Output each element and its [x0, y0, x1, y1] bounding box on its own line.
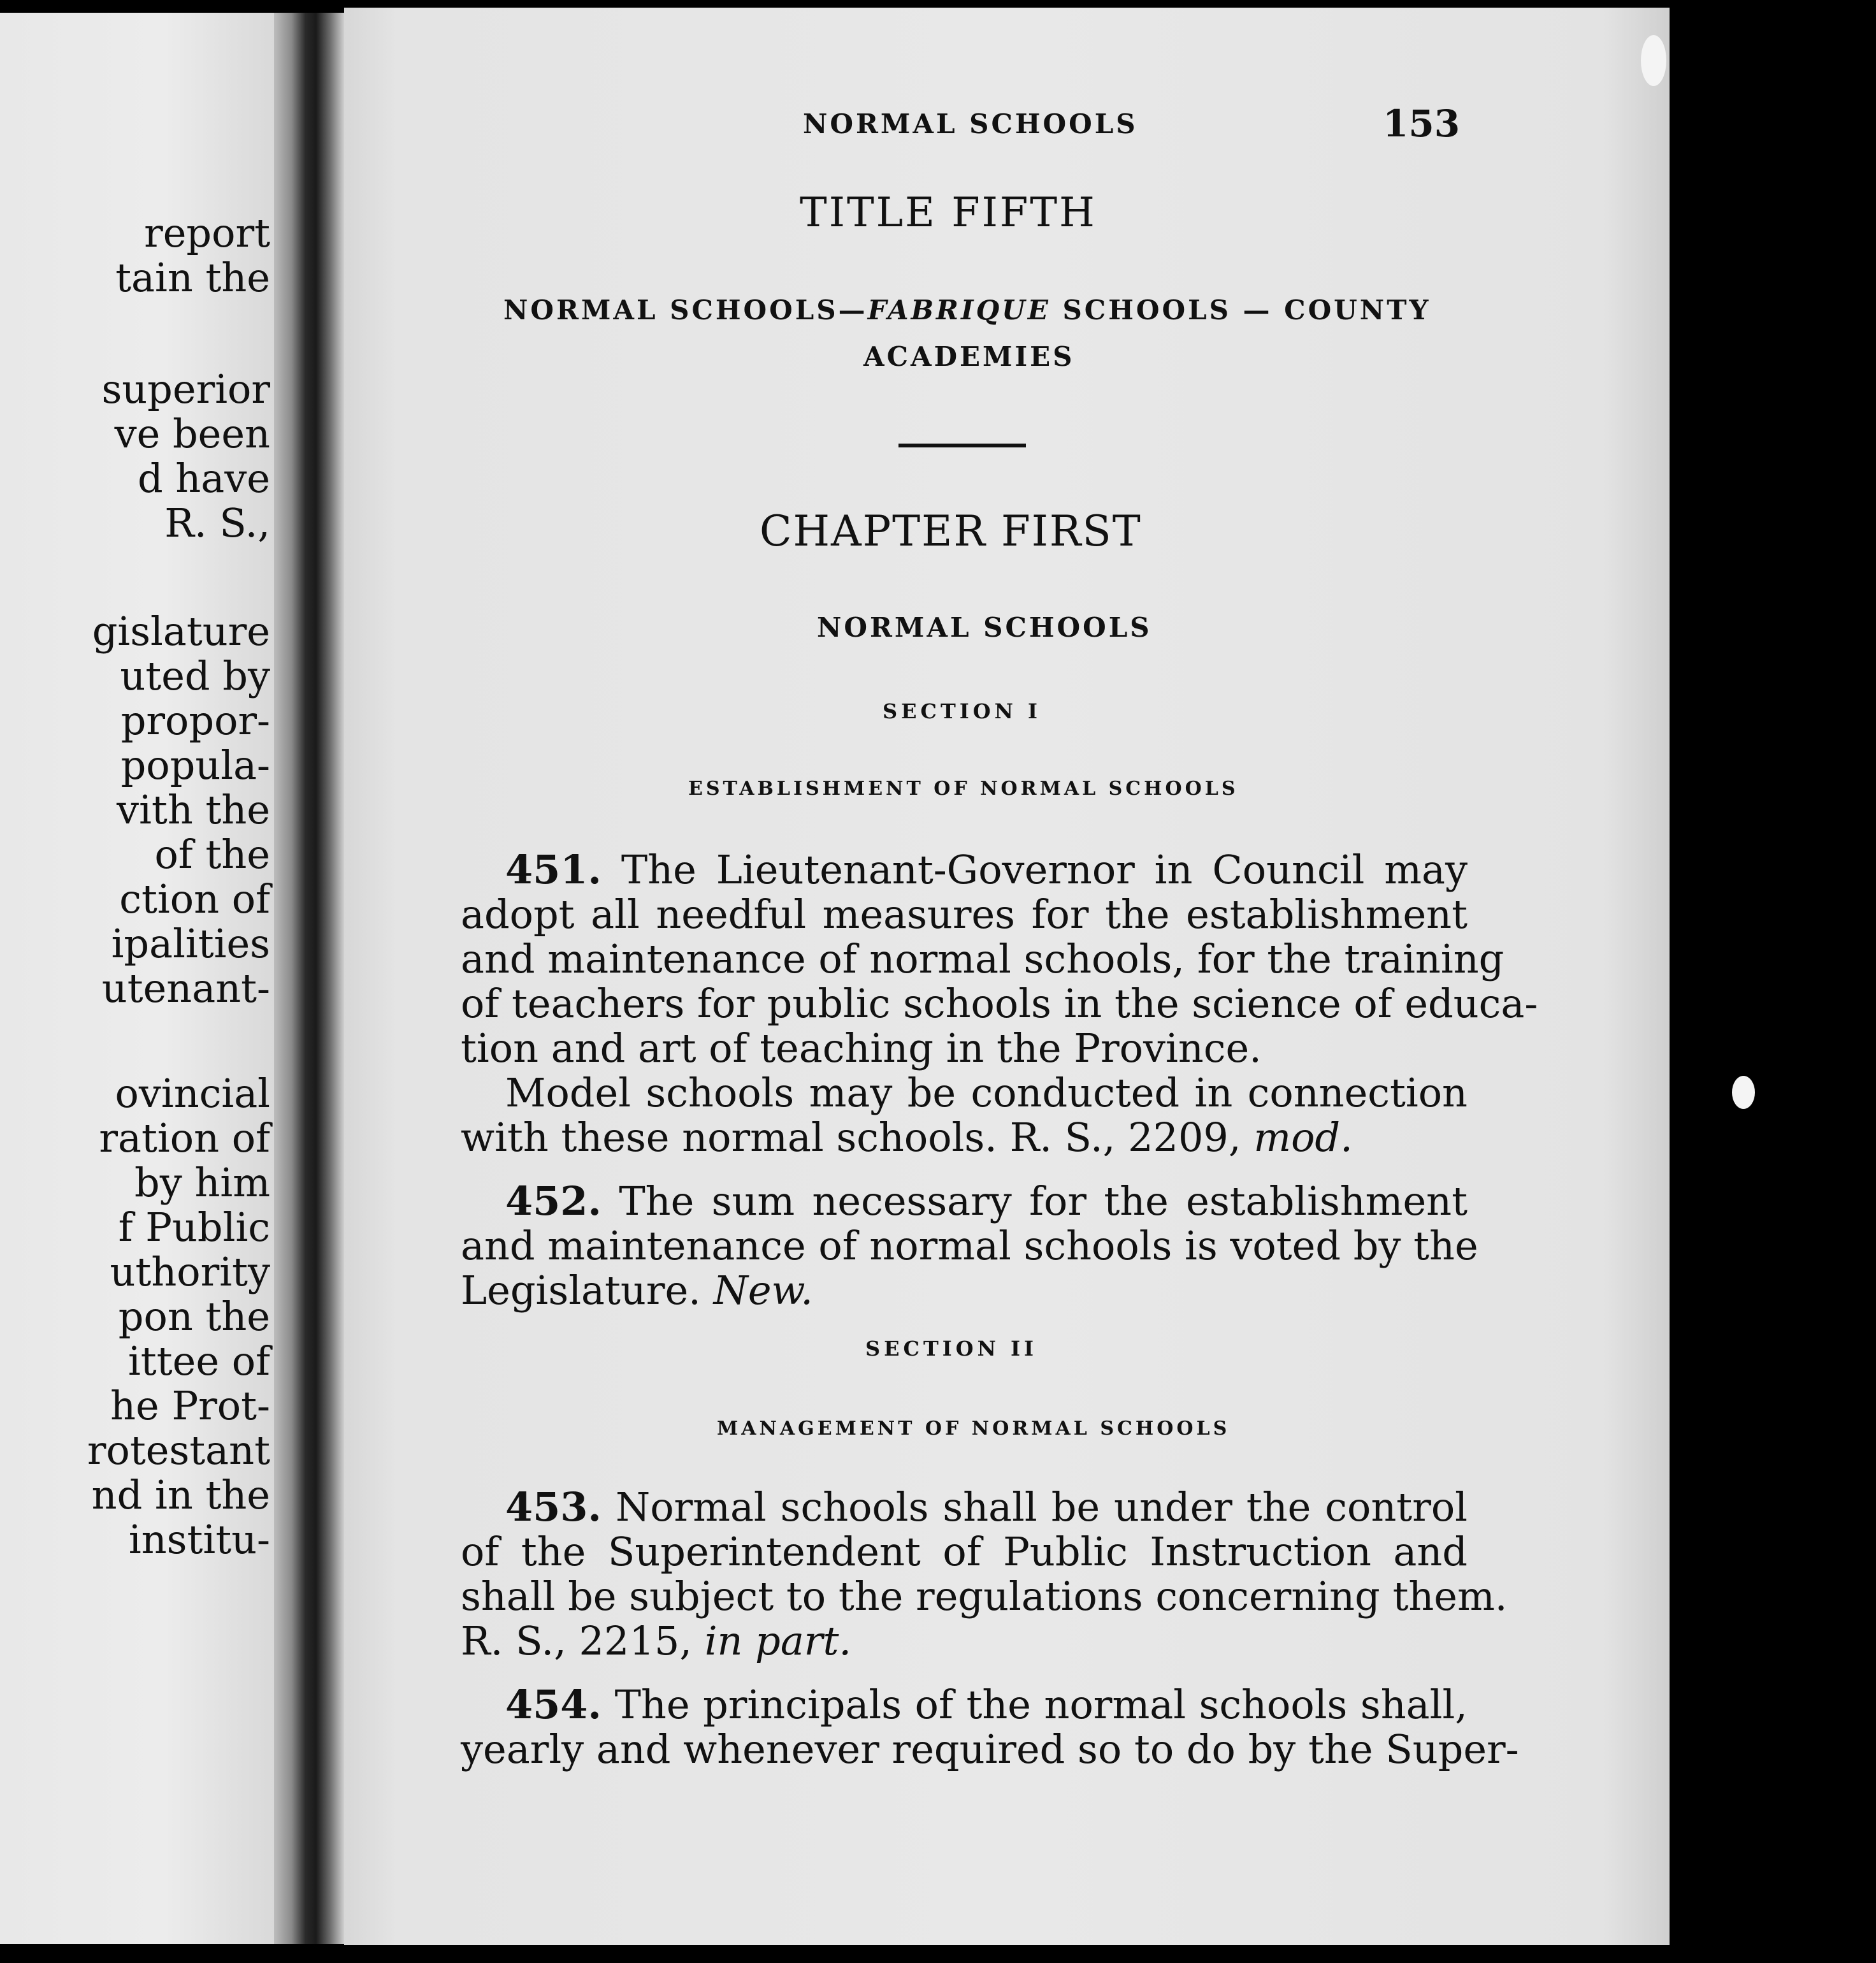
paragraph-line — [461, 1115, 1468, 1160]
section-label: SECTION I — [883, 699, 1041, 723]
left-line: vith the — [117, 786, 270, 833]
scan-speck — [1732, 1076, 1755, 1109]
paragraph-line — [505, 1485, 1468, 1530]
text-run: R. S., 2215, — [461, 1618, 705, 1664]
left-line: rotestant — [87, 1427, 270, 1474]
title-subheading-line2: ACADEMIES — [863, 341, 1075, 372]
article-number: 451. — [505, 846, 602, 893]
left-line: of the — [154, 831, 270, 878]
paragraph-line: and maintenance of normal schools is voted by the — [461, 1222, 1478, 1269]
text-run: with these normal schools. R. S., 2209, — [461, 1114, 1254, 1161]
paragraph-line: Model schools may be conducted in connection — [505, 1069, 1468, 1116]
section-label: SECTION II — [865, 1336, 1037, 1361]
left-line: superior — [101, 366, 270, 412]
left-line: utenant- — [101, 965, 270, 1011]
section-title: MANAGEMENT OF NORMAL SCHOOLS — [717, 1417, 1230, 1440]
left-line: ve been — [114, 410, 270, 457]
left-line: R. S., — [164, 500, 270, 546]
left-line: popula- — [120, 742, 270, 788]
text-run: Legislature. — [461, 1267, 714, 1314]
right-page — [344, 8, 1670, 1945]
text-run-italic: in part. — [704, 1618, 852, 1664]
title-subheading-part: NORMAL SCHOOLS— — [503, 294, 868, 326]
paragraph-line — [461, 1619, 1468, 1663]
chapter-subheading: NORMAL SCHOOLS — [817, 612, 1152, 643]
scan-speck — [1641, 35, 1666, 86]
text-run-italic: mod. — [1253, 1114, 1353, 1161]
paragraph-line — [505, 1683, 1468, 1727]
divider-rule — [898, 444, 1026, 447]
article-number: 454. — [505, 1681, 602, 1728]
article-number: 452. — [505, 1178, 602, 1224]
left-line: nd in the — [91, 1472, 270, 1518]
left-line: ipalities — [111, 920, 270, 967]
left-page-fragment — [0, 13, 274, 1944]
paragraph-line: of the Superintendent of Public Instruction and — [461, 1528, 1468, 1575]
left-line: report — [144, 210, 270, 256]
text-run-italic: New. — [713, 1267, 813, 1314]
paragraph-line: tion and art of teaching in the Province. — [461, 1025, 1262, 1071]
article-number: 453. — [505, 1484, 602, 1530]
left-line: d have — [137, 455, 270, 502]
title-subheading-part: SCHOOLS — COUNTY — [1050, 294, 1431, 326]
left-line: ittee of — [127, 1338, 270, 1384]
paragraph-line: and maintenance of normal schools, for the training — [461, 936, 1504, 982]
left-line: by him — [134, 1159, 270, 1206]
left-line: ration of — [99, 1115, 270, 1161]
text-run: Normal schools shall be under the control — [602, 1484, 1468, 1530]
left-line: f Public — [118, 1204, 270, 1250]
title-heading: TITLE FIFTH — [800, 189, 1097, 236]
left-line: institu- — [128, 1516, 270, 1563]
left-line: propor- — [120, 697, 270, 744]
paragraph-line — [505, 1179, 1468, 1224]
left-line: uted by — [120, 653, 270, 699]
paragraph-line: shall be subject to the regulations concerning them. — [461, 1573, 1508, 1619]
text-run: The Lieutenant-Governor in Council may — [602, 846, 1468, 893]
left-line: ovincial — [115, 1070, 270, 1117]
title-subheading — [503, 294, 1431, 326]
chapter-heading: CHAPTER FIRST — [760, 507, 1142, 556]
section-title: ESTABLISHMENT OF NORMAL SCHOOLS — [688, 778, 1239, 800]
title-subheading-italic: FABRIQUE — [867, 294, 1051, 326]
paragraph-line: adopt all needful measures for the establishment — [461, 891, 1468, 938]
left-line: he Prot- — [110, 1382, 270, 1429]
paragraph-line: of teachers for public schools in the science of educa- — [461, 980, 1538, 1027]
paragraph-line: yearly and whenever required so to do by the Super- — [461, 1726, 1519, 1772]
left-line: tain the — [115, 254, 270, 301]
left-line: ction of — [119, 876, 270, 922]
text-run: The sum necessary for the establishment — [602, 1178, 1468, 1224]
left-line: uthority — [110, 1249, 270, 1295]
text-run: The principals of the normal schools shall, — [602, 1681, 1468, 1728]
left-line: pon the — [118, 1293, 270, 1340]
paragraph-line — [461, 1268, 1468, 1313]
paragraph-line — [505, 848, 1468, 892]
running-head: NORMAL SCHOOLS — [803, 108, 1138, 140]
left-line: gislature — [92, 608, 270, 655]
book-gutter — [274, 13, 344, 1944]
page-number: 153 — [1383, 102, 1461, 145]
